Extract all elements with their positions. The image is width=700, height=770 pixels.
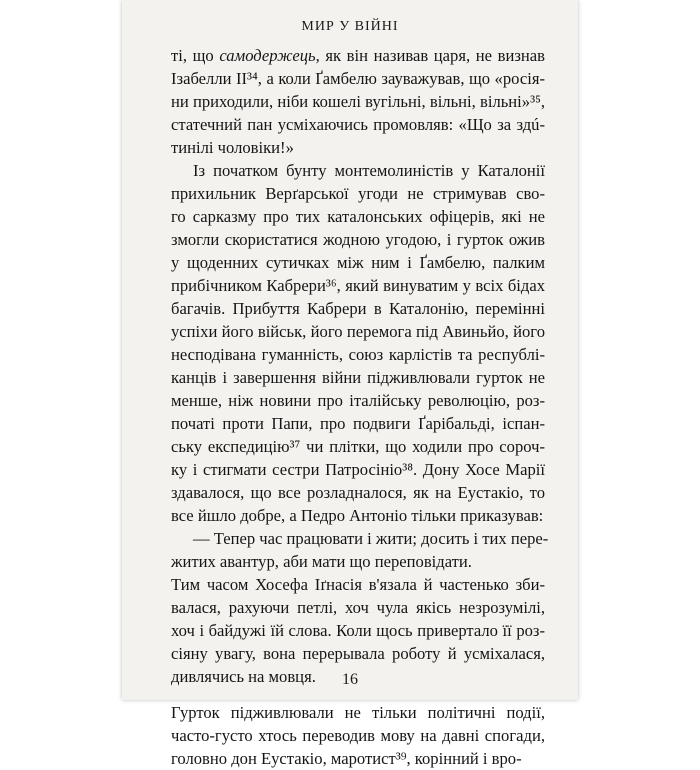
text-line: багачів. Прибуття Кабрери в Каталонію, перемінні xyxy=(171,299,545,318)
book-page xyxy=(122,0,578,768)
text-line: тинілі чоловіки!» xyxy=(171,138,294,157)
text-line: змогли скористатися жодною угодою, і гурток ожив xyxy=(171,230,545,249)
text-line: все йшло добре, а Педро Антоніо тільки приказував: xyxy=(171,506,544,525)
text-line: менше, ніж новини про італійську революцію, роз- xyxy=(171,391,545,410)
text-line: ку і стигмати сестри Патросініо³⁸. Дону Хосе Марії xyxy=(171,460,545,479)
body-text xyxy=(171,44,549,770)
text-line: житих авантур, аби мати що переповідати. xyxy=(171,552,472,571)
text-line: хоч і байдужі їй слова. Коли щось привертало її роз- xyxy=(171,621,545,640)
text-line: ни приходили, ніби кошелі вугільні, вільні, вільні»³⁵, xyxy=(171,92,545,111)
text-line: дивлячись на мовця. xyxy=(171,667,316,686)
text-line: успіхи його військ, його перемога під Авиньйо, його xyxy=(171,322,545,341)
running-head: МИР У ВІЙНІ xyxy=(301,19,399,34)
text-line: часто-густо хтось переводив мову на давні спогади, xyxy=(171,726,545,745)
text-line: го сарказму про тих каталонських офіцерів, які не xyxy=(171,207,545,226)
text-line: головно дон Еустакіо, маротист³⁹, корінний і вро- xyxy=(171,749,522,768)
text-line: Ізабелли II³⁴, а коли Ґамбелю зауважував, що «росія- xyxy=(171,69,545,88)
text-line: початі проти Папи, про подвиги Ґарібальді, іспан- xyxy=(171,414,545,433)
text-line: Із початком бунту монтемолиністів у Каталонії xyxy=(193,161,545,180)
text-line: прихильник Верґарської угоди не стримував сво- xyxy=(171,184,545,203)
text-line: сіяну увагу, вона перерывала роботу й усміхалася, xyxy=(171,644,545,663)
text-line: ті, що самодержець, як він називав царя, не визнав xyxy=(171,46,545,65)
text-line: Тим часом Хосефа Іґнасія в'язала й частенько зби- xyxy=(171,575,545,594)
paragraph xyxy=(171,44,545,159)
paragraph xyxy=(171,527,549,573)
text-line: валася, рахуючи петлі, хоч чула якісь незрозумілі, xyxy=(171,598,545,617)
text-line: канців і завершення війни підживлювали гурток не xyxy=(171,368,545,387)
text-line: Гурток підживлювали не тільки політичні події, xyxy=(171,703,545,722)
text-line: у щоденних сутичках між ним і Ґамбелю, палким xyxy=(171,253,545,272)
text-line: здавалося, що все розладналося, як на Еустакіо, то xyxy=(171,483,545,502)
text-line: статечний пан усміхаючись промовляв: «Що за здú- xyxy=(171,115,545,134)
text-line: несподівана гуманність, союз карлістів та республі- xyxy=(171,345,545,364)
paragraph xyxy=(171,159,545,527)
page-number: 16 xyxy=(342,671,358,688)
paragraph xyxy=(171,701,545,770)
text-line: — Тепер час працювати і жити; досить і тих пере- xyxy=(193,529,549,548)
text-line: прибічником Кабрери³⁶, який винуватим у всіх бідах xyxy=(171,276,545,295)
text-line: ську експедицію³⁷ чи плітки, що ходили про сороч- xyxy=(171,437,545,456)
